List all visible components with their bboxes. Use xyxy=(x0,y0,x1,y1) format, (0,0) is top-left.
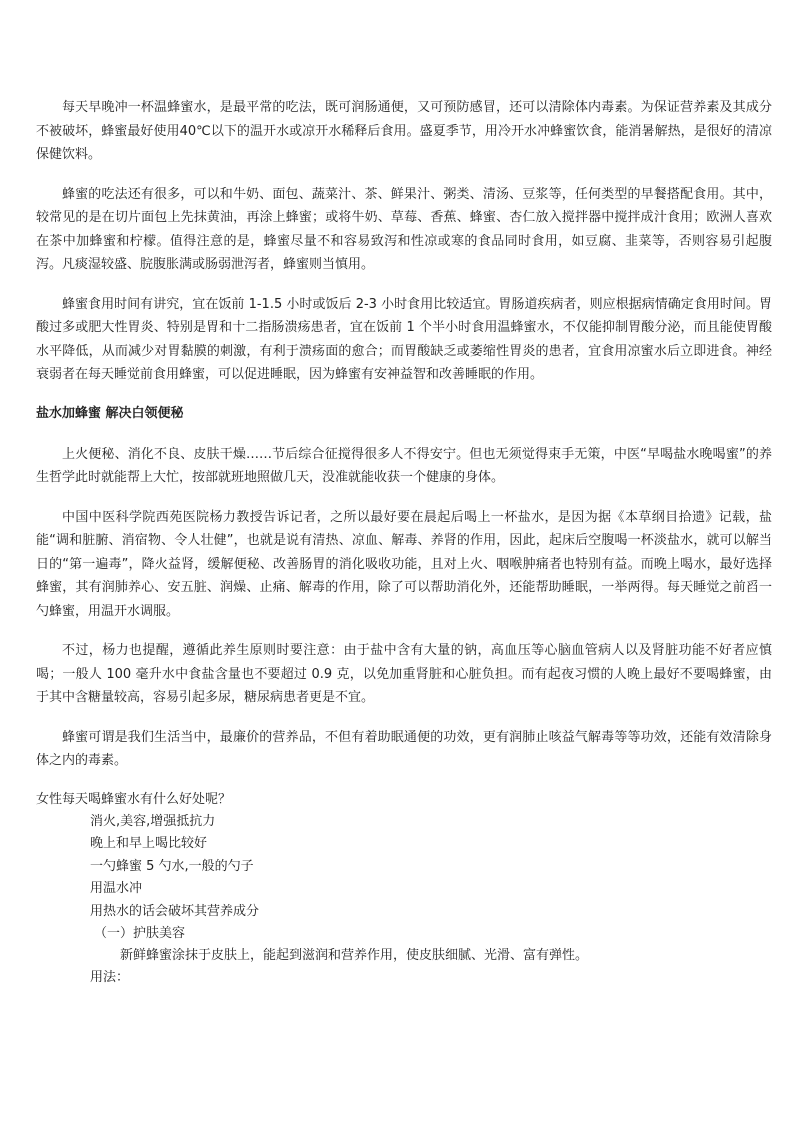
list-item: 晚上和早上喝比较好 xyxy=(90,836,208,851)
document-page xyxy=(36,96,772,990)
list-item: 一勺蜂蜜 5 勺水,一般的勺子 xyxy=(90,858,254,874)
question-heading: 女性每天喝蜂蜜水有什么好处呢？ xyxy=(36,791,232,807)
sub-text: 新鲜蜂蜜涂抹于皮肤上，能起到滋润和营养作用，使皮肤细腻、光滑、富有弹性。 xyxy=(120,948,589,963)
paragraph: 不过，杨力也提醒，遵循此养生原则时要注意：由于盐中含有大量的钠，高血压等心脑血管病人以及肾脏功能不好者应慎喝；一般人 100 毫升水中食盐含量也不要超过 0.9 克，以免加重肾脏和心脏负担。而有起夜习惯的人晚上最好不要喝蜂蜜，由于其中含糖量较高，容易引起多尿，糖尿病患者更是不宜。 xyxy=(36,643,772,705)
list-item: 消火,美容,增强抵抗力 xyxy=(90,813,216,829)
benefit-list xyxy=(36,811,772,924)
usage-label: 用法： xyxy=(90,970,130,985)
paragraph: 上火便秘、消化不良、皮肤干燥……节后综合征搅得很多人不得安宁。但也无须觉得束手无策，中医“早喝盐水晚喝蜜”的养生哲学此时就能帮上大忙，按部就班地照做几天，没准就能收获一个健康的身体。 xyxy=(36,446,772,485)
paragraph: 蜂蜜的吃法还有很多，可以和牛奶、面包、蔬菜汁、茶、鲜果汁、粥类、清汤、豆浆等，任何类型的早餐搭配食用。其中，较常见的是在切片面包上先抹黄油，再涂上蜂蜜；或将牛奶、草莓、香蕉、蜂蜜、杏仁放入搅拌器中搅拌成汁食用；欧洲人喜欢在茶中加蜂蜜和柠檬。值得注意的是，蜂蜜尽量不和容易致泻和性凉或寒的食品同时食用，如豆腐、韭菜等，否则容易引起腹泻。凡痰湿较盛、脘腹胀满或肠弱泄泻者，蜂蜜则当慎用。 xyxy=(36,186,772,272)
list-item: 用温水冲 xyxy=(90,881,143,896)
paragraph: 蜂蜜食用时间有讲究，宜在饭前 1-1.5 小时或饭后 2-3 小时食用比较适宜。胃肠道疾病者，则应根据病情确定食用时间。胃酸过多或肥大性胃炎、特别是胃和十二指肠溃疡患者，宜在饭前 1 个半小时食用温蜂蜜水，不仅能抑制胃酸分泌，而且能使胃酸水平降低，从而减少对胃黏膜的刺激，有利于溃疡面的愈合；而胃酸缺乏或萎缩性胃炎的患者，宜食用凉蜜水后立即进食。神经衰弱者在每天睡觉前食用蜂蜜，可以促进睡眠，因为蜂蜜有安神益智和改善睡眠的作用。 xyxy=(36,296,772,382)
paragraph: 蜂蜜可谓是我们生活当中，最廉价的营养品，不但有着助眠通便的功效，更有润肺止咳益气解毒等等功效，还能有效清除身体之内的毒素。 xyxy=(36,729,772,768)
paragraph: 每天早晚冲一杯温蜂蜜水，是最平常的吃法，既可润肠通便，又可预防感冒，还可以清除体内毒素。为保证营养素及其成分不被破坏，蜂蜜最好使用40℃以下的温开水或凉开水稀释后食用。盛夏季节，用冷开水冲蜂蜜饮食，能消暑解热，是很好的清凉保健饮料。 xyxy=(36,100,772,162)
usage-label-wrapper xyxy=(36,967,772,990)
paragraph: 中国中医科学院西苑医院杨力教授告诉记者，之所以最好要在晨起后喝上一杯盐水，是因为据《本草纲目拾遗》记载，盐能“调和脏腑、消宿物、令人壮健”，也就是说有清热、凉血、解毒、养肾的作用，因此，起床后空腹喝一杯淡盐水，就可以解当日的“第一遍毒”，降火益肾，缓解便秘、改善肠胃的消化吸收功能，且对上火、咽喉肿痛者也特别有益。而晚上喝水，最好选择蜂蜜，其有润肺养心、安五脏、润燥、止痛、解毒的作用，除了可以帮助消化外，还能帮助睡眠，一举两得。每天睡觉之前舀一勺蜂蜜，用温开水调服。 xyxy=(36,509,772,619)
sub-heading: （一）护肤美容 xyxy=(94,926,186,941)
list-item: 用热水的话会破坏其营养成分 xyxy=(90,903,260,919)
section-heading: 盐水加蜂蜜 解决白领便秘 xyxy=(36,405,184,421)
